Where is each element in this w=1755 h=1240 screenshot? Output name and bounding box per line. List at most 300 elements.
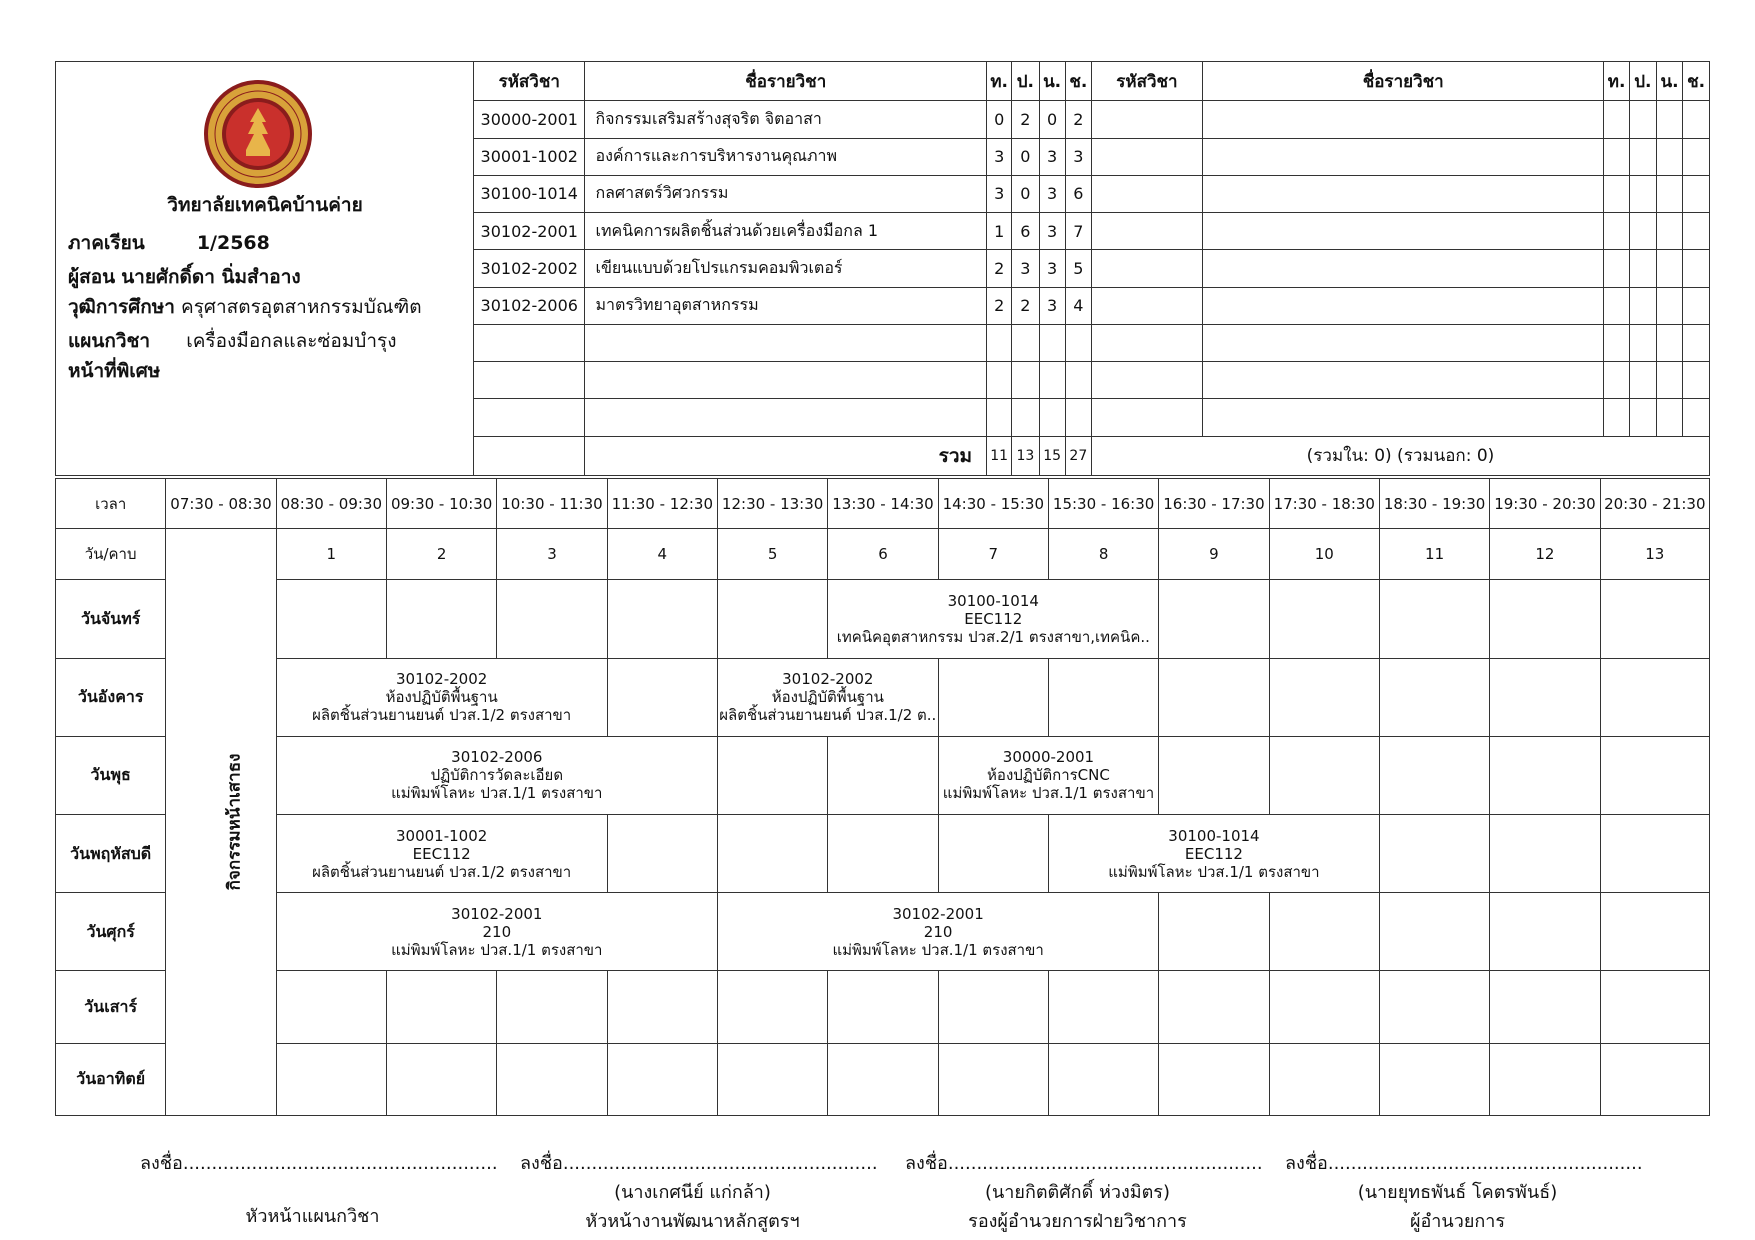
department-value: เครื่องมือกลและซ่อมบำรุง bbox=[186, 330, 397, 352]
class-group: แม่พิมพ์โลหะ ปวส.1/1 ตรงสาขา bbox=[1108, 862, 1320, 881]
empty-slot bbox=[717, 971, 827, 1043]
time-slot: 08:30 - 09:30 bbox=[276, 479, 386, 529]
period-number: 2 bbox=[386, 529, 496, 580]
subject-cell-right bbox=[1604, 101, 1629, 138]
signature-block-4 bbox=[1285, 1148, 1643, 1235]
subject-ch: 6 bbox=[1065, 175, 1091, 212]
empty-slot bbox=[386, 580, 496, 658]
class-code: 30102-2001 bbox=[451, 904, 543, 923]
subject-ch: 7 bbox=[1065, 213, 1091, 250]
subject-cell-right bbox=[1091, 399, 1202, 436]
subject-cell-right bbox=[1091, 324, 1202, 361]
empty-slot bbox=[1269, 658, 1379, 736]
empty-slot bbox=[386, 971, 496, 1043]
time-slot: 13:30 - 14:30 bbox=[828, 479, 938, 529]
total-n: 15 bbox=[1039, 436, 1065, 475]
subject-name bbox=[585, 324, 987, 361]
subject-cell-right bbox=[1656, 287, 1682, 324]
empty-slot bbox=[1600, 1043, 1709, 1115]
subject-cell-right bbox=[1202, 101, 1604, 138]
subject-cell-right bbox=[1683, 250, 1709, 287]
class-code: 30102-2006 bbox=[451, 748, 543, 767]
subject-cell-right bbox=[1656, 399, 1682, 436]
empty-slot bbox=[607, 815, 717, 893]
subject-total-row bbox=[474, 436, 1709, 475]
signature-position: รองผู้อำนวยการฝ่ายวิชาการ bbox=[968, 1211, 1187, 1232]
subject-n bbox=[1039, 324, 1065, 361]
subject-row-empty bbox=[474, 324, 1709, 361]
department-label: แผนกวิชา bbox=[68, 330, 151, 352]
empty-slot bbox=[1159, 736, 1269, 814]
subject-t: 2 bbox=[987, 287, 1012, 324]
col-n-header-2: น. bbox=[1656, 62, 1682, 101]
subject-code: 30102-2001 bbox=[474, 213, 585, 250]
subject-ch: 4 bbox=[1065, 287, 1091, 324]
subject-n: 0 bbox=[1039, 101, 1065, 138]
class-block[interactable] bbox=[938, 736, 1159, 814]
subject-cell-right bbox=[1683, 175, 1709, 212]
subject-cell-right bbox=[1656, 362, 1682, 399]
subject-name: เทคนิคการผลิตชิ้นส่วนด้วยเครื่องมือกล 1 bbox=[585, 213, 987, 250]
subject-name: มาตรวิทยาอุตสาหกรรม bbox=[585, 287, 987, 324]
empty-slot bbox=[1490, 736, 1600, 814]
subject-cell-right bbox=[1683, 362, 1709, 399]
empty-slot bbox=[276, 580, 386, 658]
time-slot: 18:30 - 19:30 bbox=[1379, 479, 1489, 529]
time-slot: 10:30 - 11:30 bbox=[497, 479, 607, 529]
period-number: 7 bbox=[938, 529, 1048, 580]
subject-code: 30001-1002 bbox=[474, 138, 585, 175]
class-room: 210 bbox=[923, 922, 953, 941]
subject-cell-right bbox=[1604, 399, 1629, 436]
col-code-header-2: รหัสวิชา bbox=[1091, 62, 1202, 101]
class-group: ผลิตชิ้นส่วนยานยนต์ ปวส.1/2 ตรงสาขา bbox=[312, 706, 572, 725]
class-block[interactable] bbox=[276, 736, 717, 814]
period-number: 12 bbox=[1490, 529, 1600, 580]
col-p-header: ป. bbox=[1012, 62, 1039, 101]
subject-row bbox=[474, 213, 1709, 250]
empty-slot bbox=[1048, 971, 1158, 1043]
teacher-value: นายศักดิ์ดา นิ่มสำอาง bbox=[121, 266, 301, 288]
subject-cell-right bbox=[1629, 399, 1656, 436]
signature-block-1 bbox=[140, 1148, 498, 1230]
education-value: ครุศาสตรอุตสาหกรรมบัณฑิต bbox=[181, 296, 422, 318]
empty-slot bbox=[1269, 736, 1379, 814]
subject-t: 3 bbox=[987, 138, 1012, 175]
subject-row bbox=[474, 101, 1709, 138]
subject-cell-right bbox=[1091, 101, 1202, 138]
day-row-saturday bbox=[56, 971, 1710, 1043]
subject-row bbox=[474, 138, 1709, 175]
class-room: 210 bbox=[482, 922, 512, 941]
col-p-header-2: ป. bbox=[1629, 62, 1656, 101]
total-ch: 27 bbox=[1065, 436, 1091, 475]
subject-cell-right bbox=[1202, 175, 1604, 212]
subject-row-empty bbox=[474, 399, 1709, 436]
signature-line: ลงชื่อ....................................................... bbox=[905, 1153, 1263, 1174]
class-code: 30102-2002 bbox=[395, 670, 488, 689]
subject-cell-right bbox=[1202, 362, 1604, 399]
schedule-header bbox=[55, 61, 1710, 476]
empty-slot bbox=[828, 1043, 938, 1115]
subject-cell-right bbox=[1604, 287, 1629, 324]
empty-slot bbox=[497, 580, 607, 658]
education-label: วุฒิการศึกษา bbox=[68, 296, 175, 318]
empty-slot bbox=[828, 815, 938, 893]
in-out-summary: (รวมใน: 0) (รวมนอก: 0) bbox=[1091, 436, 1709, 475]
empty-slot bbox=[1600, 580, 1709, 658]
class-room: EEC112 bbox=[412, 844, 471, 863]
class-group: แม่พิมพ์โลหะ ปวส.1/1 ตรงสาขา bbox=[942, 784, 1155, 803]
subject-p bbox=[1012, 399, 1039, 436]
day-row-monday bbox=[56, 580, 1710, 658]
class-block[interactable] bbox=[276, 815, 607, 893]
time-slot: 15:30 - 16:30 bbox=[1048, 479, 1158, 529]
period-number: 11 bbox=[1379, 529, 1489, 580]
empty-slot bbox=[1490, 971, 1600, 1043]
subject-ch: 5 bbox=[1065, 250, 1091, 287]
subject-cell-right bbox=[1683, 138, 1709, 175]
empty-slot bbox=[1048, 658, 1158, 736]
subject-name bbox=[585, 362, 987, 399]
period-number: 4 bbox=[607, 529, 717, 580]
class-group: แม่พิมพ์โลหะ ปวส.1/1 ตรงสาขา bbox=[832, 940, 1044, 959]
period-number: 13 bbox=[1600, 529, 1709, 580]
day-row-thursday bbox=[56, 815, 1710, 893]
subject-cell-right bbox=[1656, 138, 1682, 175]
subject-name bbox=[585, 399, 987, 436]
empty-slot bbox=[828, 736, 938, 814]
subject-t: 1 bbox=[987, 213, 1012, 250]
subject-cell-right bbox=[1091, 362, 1202, 399]
empty-slot bbox=[1600, 971, 1709, 1043]
teacher-label: ผู้สอน bbox=[68, 266, 116, 288]
subject-cell-right bbox=[1656, 250, 1682, 287]
empty-slot bbox=[1600, 815, 1709, 893]
empty-slot bbox=[607, 1043, 717, 1115]
empty-slot bbox=[1490, 815, 1600, 893]
class-code: 30102-2001 bbox=[892, 904, 984, 923]
subject-cell-right bbox=[1683, 287, 1709, 324]
subject-cell-right bbox=[1091, 213, 1202, 250]
subject-code bbox=[474, 399, 585, 436]
subject-n: 3 bbox=[1039, 138, 1065, 175]
time-slot: 17:30 - 18:30 bbox=[1269, 479, 1379, 529]
subject-row bbox=[474, 287, 1709, 324]
empty-slot bbox=[938, 815, 1048, 893]
subject-cell-right bbox=[1656, 101, 1682, 138]
class-block[interactable] bbox=[276, 893, 717, 971]
empty-slot bbox=[276, 971, 386, 1043]
signature-name: (นายกิตติศักดิ์ ห่วงมิตร) bbox=[984, 1182, 1170, 1203]
signature-name: (นายยุทธพันธ์ โคตรพันธ์) bbox=[1357, 1182, 1558, 1203]
day-label: วันอาทิตย์ bbox=[56, 1043, 166, 1115]
subject-cell-right bbox=[1683, 324, 1709, 361]
subject-p: 0 bbox=[1012, 138, 1039, 175]
empty-slot bbox=[497, 971, 607, 1043]
subject-p: 3 bbox=[1012, 250, 1039, 287]
subject-cell-right bbox=[1629, 324, 1656, 361]
subject-ch bbox=[1065, 362, 1091, 399]
total-spacer bbox=[474, 436, 585, 475]
subject-cell-right bbox=[1202, 213, 1604, 250]
subject-n: 3 bbox=[1039, 213, 1065, 250]
homeroom-activity-cell bbox=[166, 529, 276, 1116]
special-duty-label: หน้าที่พิเศษ bbox=[68, 360, 161, 382]
subject-name: องค์การและการบริหารงานคุณภาพ bbox=[585, 138, 987, 175]
time-slot: 07:30 - 08:30 bbox=[166, 479, 276, 529]
empty-slot bbox=[1490, 658, 1600, 736]
class-block[interactable] bbox=[717, 893, 1158, 971]
class-block[interactable] bbox=[1048, 815, 1379, 893]
subject-p bbox=[1012, 362, 1039, 399]
subject-n bbox=[1039, 362, 1065, 399]
class-room: ปฏิบัติการวัดละเอียด bbox=[430, 766, 564, 785]
subject-cell-right bbox=[1629, 175, 1656, 212]
subject-cell-right bbox=[1683, 101, 1709, 138]
empty-slot bbox=[1490, 1043, 1600, 1115]
class-group: เทคนิคอุตสาหกรรม ปวส.2/1 ตรงสาขา,เทคนิค.. bbox=[836, 627, 1150, 646]
period-row bbox=[56, 529, 1710, 580]
time-slot: 14:30 - 15:30 bbox=[938, 479, 1048, 529]
subject-cell-right bbox=[1656, 175, 1682, 212]
class-block[interactable] bbox=[717, 658, 938, 736]
empty-slot bbox=[1269, 893, 1379, 971]
empty-slot bbox=[1159, 893, 1269, 971]
empty-slot bbox=[1379, 580, 1489, 658]
class-group: แม่พิมพ์โลหะ ปวส.1/1 ตรงสาขา bbox=[391, 940, 603, 959]
college-seal-logo bbox=[202, 78, 314, 190]
period-label: วัน/คาบ bbox=[56, 529, 166, 580]
time-label: เวลา bbox=[56, 479, 166, 529]
subject-n bbox=[1039, 399, 1065, 436]
signature-position: ผู้อำนวยการ bbox=[1409, 1211, 1506, 1232]
day-row-wednesday bbox=[56, 736, 1710, 814]
homeroom-activity-label: กิจกรรมหน้าเสาธง bbox=[224, 753, 245, 891]
subject-cell-right bbox=[1629, 287, 1656, 324]
subject-code bbox=[474, 362, 585, 399]
subject-cell-right bbox=[1091, 175, 1202, 212]
subject-cell-right bbox=[1683, 213, 1709, 250]
subject-t bbox=[987, 324, 1012, 361]
period-number: 1 bbox=[276, 529, 386, 580]
class-code: 30001-1002 bbox=[395, 826, 488, 845]
empty-slot bbox=[1159, 580, 1269, 658]
time-row bbox=[56, 479, 1710, 529]
subject-cell-right bbox=[1202, 138, 1604, 175]
subject-ch: 3 bbox=[1065, 138, 1091, 175]
day-row-tuesday bbox=[56, 658, 1710, 736]
term-value: 1/2568 bbox=[196, 232, 270, 254]
department-row bbox=[68, 326, 397, 356]
time-slot: 09:30 - 10:30 bbox=[386, 479, 496, 529]
period-number: 3 bbox=[497, 529, 607, 580]
subject-cell-right bbox=[1604, 213, 1629, 250]
class-group: ผลิตชิ้นส่วนยานยนต์ ปวส.1/2 ต.. bbox=[719, 706, 937, 725]
empty-slot bbox=[1379, 658, 1489, 736]
subject-cell-right bbox=[1629, 213, 1656, 250]
total-p: 13 bbox=[1012, 436, 1039, 475]
col-name-header: ชื่อรายวิชา bbox=[585, 62, 987, 101]
empty-slot bbox=[1269, 580, 1379, 658]
class-code: 30100-1014 bbox=[1168, 826, 1260, 845]
day-row-sunday bbox=[56, 1043, 1710, 1115]
empty-slot bbox=[1269, 1043, 1379, 1115]
subject-table-header bbox=[474, 62, 1709, 101]
signature-name bbox=[140, 1177, 485, 1201]
class-group: แม่พิมพ์โลหะ ปวส.1/1 ตรงสาขา bbox=[391, 784, 603, 803]
signature-block-3 bbox=[905, 1148, 1263, 1235]
signature-block-2 bbox=[520, 1148, 878, 1235]
period-number: 10 bbox=[1269, 529, 1379, 580]
subject-t: 0 bbox=[987, 101, 1012, 138]
time-slot: 20:30 - 21:30 bbox=[1600, 479, 1709, 529]
subject-cell-right bbox=[1629, 362, 1656, 399]
subject-cell-right bbox=[1091, 250, 1202, 287]
subject-n: 3 bbox=[1039, 250, 1065, 287]
empty-slot bbox=[828, 971, 938, 1043]
subject-p: 2 bbox=[1012, 101, 1039, 138]
empty-slot bbox=[1048, 1043, 1158, 1115]
empty-slot bbox=[607, 580, 717, 658]
subject-name: เขียนแบบด้วยโปรแกรมคอมพิวเตอร์ bbox=[585, 250, 987, 287]
subject-ch bbox=[1065, 399, 1091, 436]
empty-slot bbox=[1490, 893, 1600, 971]
signature-line: ลงชื่อ....................................................... bbox=[1285, 1153, 1643, 1174]
subject-p: 6 bbox=[1012, 213, 1039, 250]
time-slot: 16:30 - 17:30 bbox=[1159, 479, 1269, 529]
class-code: 30100-1014 bbox=[947, 591, 1039, 610]
subject-cell-right bbox=[1629, 250, 1656, 287]
subject-cell-right bbox=[1091, 138, 1202, 175]
subject-cell-right bbox=[1202, 399, 1604, 436]
empty-slot bbox=[1269, 971, 1379, 1043]
empty-slot bbox=[276, 1043, 386, 1115]
empty-slot bbox=[497, 1043, 607, 1115]
empty-slot bbox=[717, 736, 827, 814]
empty-slot bbox=[938, 1043, 1048, 1115]
subject-row-empty bbox=[474, 362, 1709, 399]
day-row-friday bbox=[56, 893, 1710, 971]
empty-slot bbox=[717, 815, 827, 893]
period-number: 9 bbox=[1159, 529, 1269, 580]
subject-code: 30102-2002 bbox=[474, 250, 585, 287]
empty-slot bbox=[1490, 580, 1600, 658]
empty-slot bbox=[1379, 1043, 1489, 1115]
signature-line: ลงชื่อ....................................................... bbox=[520, 1153, 878, 1174]
subject-cell-right bbox=[1202, 324, 1604, 361]
term-label: ภาคเรียน bbox=[68, 232, 145, 254]
subject-t: 2 bbox=[987, 250, 1012, 287]
class-room: EEC112 bbox=[1184, 844, 1243, 863]
subject-row bbox=[474, 250, 1709, 287]
subject-code: 30102-2006 bbox=[474, 287, 585, 324]
subject-p: 0 bbox=[1012, 175, 1039, 212]
subject-n: 3 bbox=[1039, 287, 1065, 324]
period-number: 8 bbox=[1048, 529, 1158, 580]
col-ch-header-2: ช. bbox=[1683, 62, 1709, 101]
signature-position: หัวหน้างานพัฒนาหลักสูตรฯ bbox=[585, 1211, 800, 1232]
class-room: ห้องปฏิบัติพื้นฐาน bbox=[771, 688, 884, 707]
subject-p bbox=[1012, 324, 1039, 361]
col-n-header: น. bbox=[1039, 62, 1065, 101]
day-label: วันเสาร์ bbox=[56, 971, 166, 1043]
subject-t bbox=[987, 399, 1012, 436]
class-code: 30102-2002 bbox=[782, 670, 874, 689]
empty-slot bbox=[938, 658, 1048, 736]
day-label: วันพฤหัสบดี bbox=[56, 815, 166, 893]
class-block[interactable] bbox=[276, 658, 607, 736]
day-label: วันพุธ bbox=[56, 736, 166, 814]
col-t-header: ท. bbox=[987, 62, 1012, 101]
empty-slot bbox=[938, 971, 1048, 1043]
signature-position: หัวหน้าแผนกวิชา bbox=[245, 1206, 380, 1227]
subject-name: กิจกรรมเสริมสร้างสุจริต จิตอาสา bbox=[585, 101, 987, 138]
class-block[interactable] bbox=[828, 580, 1159, 658]
subject-cell-right bbox=[1629, 138, 1656, 175]
subject-code: 30000-2001 bbox=[474, 101, 585, 138]
term-row bbox=[68, 228, 270, 258]
subject-cell-right bbox=[1202, 250, 1604, 287]
empty-slot bbox=[1600, 736, 1709, 814]
subject-cell-right bbox=[1604, 250, 1629, 287]
subject-ch bbox=[1065, 324, 1091, 361]
subject-code: 30100-1014 bbox=[474, 175, 585, 212]
empty-slot bbox=[1159, 971, 1269, 1043]
col-ch-header: ช. bbox=[1065, 62, 1091, 101]
subject-ch: 2 bbox=[1065, 101, 1091, 138]
empty-slot bbox=[717, 1043, 827, 1115]
class-room: EEC112 bbox=[964, 609, 1023, 628]
subject-cell-right bbox=[1656, 324, 1682, 361]
class-room: ห้องปฏิบัติการCNC bbox=[987, 766, 1110, 785]
empty-slot bbox=[607, 971, 717, 1043]
empty-slot bbox=[1600, 658, 1709, 736]
subject-name: กลศาสตร์วิศวกรรม bbox=[585, 175, 987, 212]
empty-slot bbox=[1379, 736, 1489, 814]
special-duty-row bbox=[68, 356, 160, 386]
college-name: วิทยาลัยเทคนิคบ้านค่าย bbox=[167, 194, 363, 216]
total-t: 11 bbox=[987, 436, 1012, 475]
time-slot: 19:30 - 20:30 bbox=[1490, 479, 1600, 529]
day-label: วันจันทร์ bbox=[56, 580, 166, 658]
subject-cell-right bbox=[1604, 175, 1629, 212]
day-label: วันอังคาร bbox=[56, 658, 166, 736]
empty-slot bbox=[717, 580, 827, 658]
subject-t: 3 bbox=[987, 175, 1012, 212]
teacher-row bbox=[68, 262, 301, 292]
col-name-header-2: ชื่อรายวิชา bbox=[1202, 62, 1604, 101]
signature-line: ลงชื่อ....................................................... bbox=[140, 1153, 498, 1174]
subject-t bbox=[987, 362, 1012, 399]
period-number: 5 bbox=[717, 529, 827, 580]
subject-cell-right bbox=[1202, 287, 1604, 324]
subject-p: 2 bbox=[1012, 287, 1039, 324]
time-slot: 12:30 - 13:30 bbox=[717, 479, 827, 529]
col-code-header: รหัสวิชา bbox=[474, 62, 585, 101]
signature-name: (นางเกศนีย์ แก่กล้า) bbox=[614, 1182, 771, 1203]
empty-slot bbox=[1379, 971, 1489, 1043]
subject-cell-right bbox=[1604, 362, 1629, 399]
subject-cell-right bbox=[1683, 399, 1709, 436]
subject-row bbox=[474, 175, 1709, 212]
period-number: 6 bbox=[828, 529, 938, 580]
subject-cell-right bbox=[1604, 324, 1629, 361]
time-slot: 11:30 - 12:30 bbox=[607, 479, 717, 529]
empty-slot bbox=[1379, 815, 1489, 893]
empty-slot bbox=[386, 1043, 496, 1115]
empty-slot bbox=[1159, 1043, 1269, 1115]
